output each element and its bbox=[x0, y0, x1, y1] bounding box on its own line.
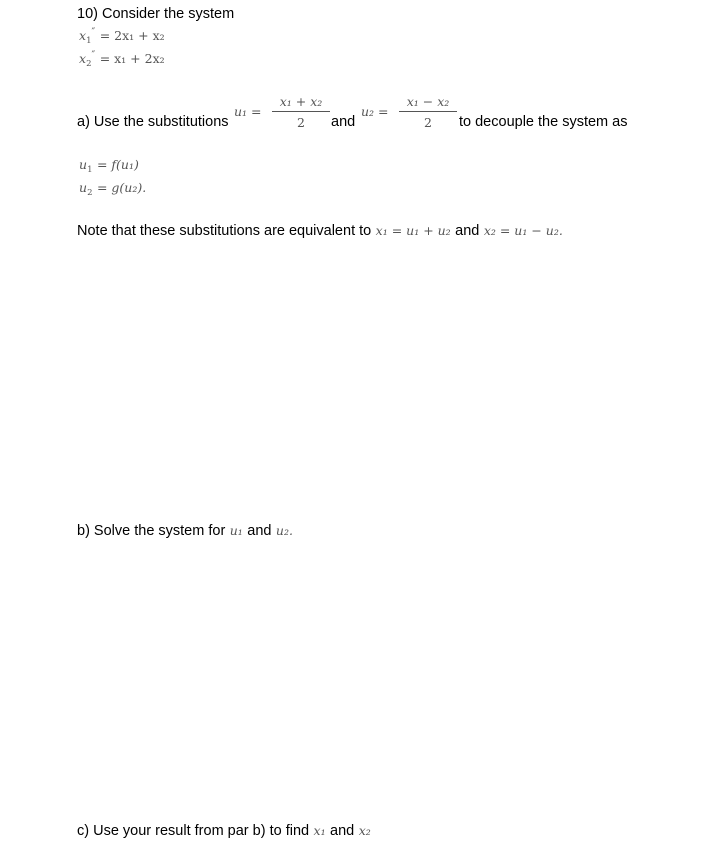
u2-fraction-bar bbox=[399, 111, 457, 112]
part-b-var-2: u₂. bbox=[275, 523, 293, 538]
u1-numerator: x₁ + x₂ bbox=[279, 94, 323, 109]
part-c-prefix: c) Use your result from par b) to find bbox=[77, 823, 310, 839]
part-b-prefix: b) Solve the system for bbox=[77, 523, 226, 539]
decoupled-line-2-rhs: = g(u₂). bbox=[96, 180, 147, 195]
note-equation-1: x₁ = u₁ + u₂ bbox=[375, 223, 451, 238]
part-a-suffix: to decouple the system as bbox=[459, 114, 628, 130]
u2-fraction bbox=[399, 94, 457, 130]
note-prefix: Note that these substitutions are equivalent to bbox=[77, 223, 372, 239]
note-and: and bbox=[455, 223, 480, 239]
part-c-var-2: x₂ bbox=[358, 823, 371, 838]
u2-denominator: 2 bbox=[424, 115, 432, 130]
question-heading: 10) Consider the system bbox=[77, 6, 235, 22]
system-equation-1: $x_1'' = 2x_1 + x_2$ bbox=[79, 27, 165, 46]
u1-lhs: u₁ = bbox=[234, 104, 262, 119]
part-c-and: and bbox=[330, 823, 355, 839]
note-equation-2: x₂ = u₁ − u₂. bbox=[483, 223, 563, 238]
u2-lhs: u₂ = bbox=[361, 104, 389, 119]
u1-fraction bbox=[272, 94, 330, 130]
part-b-and: and bbox=[247, 523, 272, 539]
part-b-line bbox=[77, 522, 293, 540]
note-line bbox=[77, 222, 563, 240]
part-c-line bbox=[77, 822, 371, 840]
u2-numerator: x₁ − x₂ bbox=[406, 94, 450, 109]
decoupled-line-2: $u_2 = g(u_2)$. bbox=[79, 180, 147, 198]
system-equation-2: $x_2'' = x_1 + 2x_2$ bbox=[79, 50, 165, 69]
system-equation-2-rhs: = x₁ + 2x₂ bbox=[99, 51, 165, 66]
u1-denominator: 2 bbox=[297, 115, 305, 130]
part-a-prefix: a) Use the substitutions bbox=[77, 114, 229, 130]
decoupled-line-1-rhs: = f(u₁) bbox=[96, 157, 139, 172]
system-equation-1-rhs: = 2x₁ + x₂ bbox=[99, 28, 165, 43]
u1-fraction-bar bbox=[272, 111, 330, 112]
decoupled-line-1: $u_1 = f(u_1)$ bbox=[79, 157, 139, 175]
part-b-var-1: u₁ bbox=[229, 523, 243, 538]
part-a-joiner: and bbox=[331, 114, 356, 130]
part-c-var-1: x₁ bbox=[313, 823, 326, 838]
